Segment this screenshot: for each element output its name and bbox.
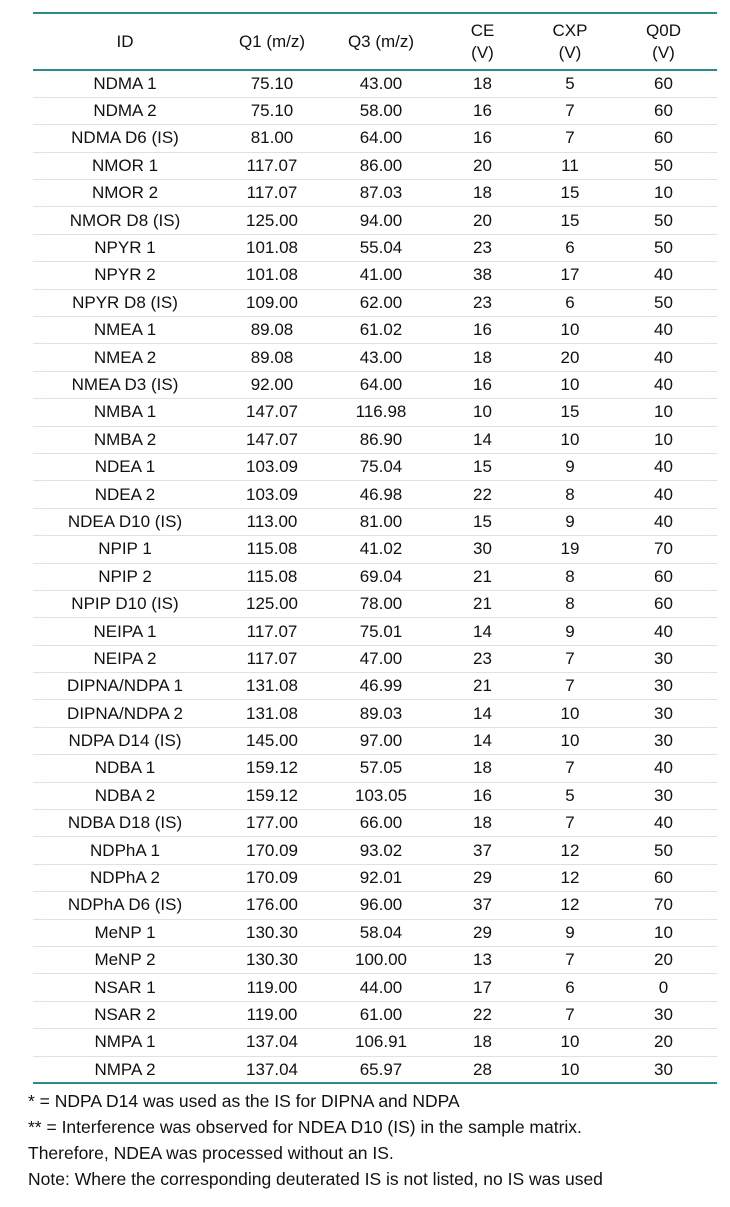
cell-cxp: 7 bbox=[530, 125, 610, 152]
cell-cxp: 7 bbox=[530, 1001, 610, 1028]
cell-q0d: 60 bbox=[610, 563, 717, 590]
header-cxp-line1: CXP bbox=[552, 20, 588, 40]
cell-id: NDPhA 2 bbox=[33, 864, 217, 891]
table-row bbox=[33, 234, 717, 261]
cell-cxp: 8 bbox=[530, 563, 610, 590]
cell-q1: 125.00 bbox=[217, 590, 327, 617]
cell-q0d: 70 bbox=[610, 536, 717, 563]
header-q0d-line1: Q0D bbox=[646, 20, 681, 40]
cell-id: NSAR 1 bbox=[33, 974, 217, 1001]
header-id: ID bbox=[33, 13, 217, 70]
cell-q3: 64.00 bbox=[327, 371, 435, 398]
cell-id: NPIP D10 (IS) bbox=[33, 590, 217, 617]
cell-q0d: 60 bbox=[610, 70, 717, 97]
cell-q3: 86.90 bbox=[327, 426, 435, 453]
cell-q1: 147.07 bbox=[217, 399, 327, 426]
cell-ce: 38 bbox=[435, 262, 530, 289]
cell-id: DIPNA/NDPA 1 bbox=[33, 673, 217, 700]
cell-cxp: 11 bbox=[530, 152, 610, 179]
cell-id: NMPA 2 bbox=[33, 1056, 217, 1083]
table-row bbox=[33, 810, 717, 837]
table-row bbox=[33, 426, 717, 453]
table-row bbox=[33, 645, 717, 672]
cell-q0d: 40 bbox=[610, 618, 717, 645]
cell-id: NDPhA 1 bbox=[33, 837, 217, 864]
cell-id: NEIPA 2 bbox=[33, 645, 217, 672]
cell-q0d: 20 bbox=[610, 1029, 717, 1056]
cell-q0d: 60 bbox=[610, 97, 717, 124]
cell-q0d: 50 bbox=[610, 837, 717, 864]
cell-cxp: 6 bbox=[530, 234, 610, 261]
mrm-parameters-table bbox=[33, 12, 717, 1084]
cell-q3: 106.91 bbox=[327, 1029, 435, 1056]
cell-cxp: 9 bbox=[530, 919, 610, 946]
cell-id: NDMA 2 bbox=[33, 97, 217, 124]
cell-q1: 117.07 bbox=[217, 152, 327, 179]
table-row bbox=[33, 673, 717, 700]
cell-id: NDPhA D6 (IS) bbox=[33, 892, 217, 919]
cell-q3: 61.02 bbox=[327, 317, 435, 344]
cell-q3: 58.00 bbox=[327, 97, 435, 124]
cell-cxp: 10 bbox=[530, 727, 610, 754]
cell-ce: 16 bbox=[435, 317, 530, 344]
cell-q3: 100.00 bbox=[327, 947, 435, 974]
table-row bbox=[33, 70, 717, 97]
cell-ce: 20 bbox=[435, 207, 530, 234]
cell-q0d: 50 bbox=[610, 289, 717, 316]
cell-cxp: 9 bbox=[530, 508, 610, 535]
cell-ce: 13 bbox=[435, 947, 530, 974]
cell-ce: 20 bbox=[435, 152, 530, 179]
cell-id: NPYR D8 (IS) bbox=[33, 289, 217, 316]
table-row bbox=[33, 864, 717, 891]
cell-q0d: 30 bbox=[610, 645, 717, 672]
cell-cxp: 10 bbox=[530, 426, 610, 453]
cell-cxp: 9 bbox=[530, 618, 610, 645]
cell-cxp: 10 bbox=[530, 1056, 610, 1083]
cell-q0d: 40 bbox=[610, 810, 717, 837]
cell-ce: 15 bbox=[435, 453, 530, 480]
table-row bbox=[33, 1001, 717, 1028]
cell-ce: 29 bbox=[435, 864, 530, 891]
cell-q0d: 10 bbox=[610, 180, 717, 207]
cell-q1: 159.12 bbox=[217, 755, 327, 782]
cell-q3: 61.00 bbox=[327, 1001, 435, 1028]
cell-ce: 22 bbox=[435, 1001, 530, 1028]
cell-ce: 18 bbox=[435, 344, 530, 371]
cell-cxp: 7 bbox=[530, 673, 610, 700]
cell-cxp: 10 bbox=[530, 317, 610, 344]
cell-ce: 30 bbox=[435, 536, 530, 563]
cell-q1: 137.04 bbox=[217, 1029, 327, 1056]
cell-cxp: 10 bbox=[530, 371, 610, 398]
cell-ce: 23 bbox=[435, 234, 530, 261]
cell-cxp: 6 bbox=[530, 974, 610, 1001]
table-row bbox=[33, 152, 717, 179]
cell-q0d: 10 bbox=[610, 399, 717, 426]
cell-q1: 119.00 bbox=[217, 1001, 327, 1028]
cell-q1: 92.00 bbox=[217, 371, 327, 398]
header-q0d bbox=[610, 13, 717, 70]
cell-cxp: 12 bbox=[530, 864, 610, 891]
cell-ce: 18 bbox=[435, 755, 530, 782]
table-row bbox=[33, 919, 717, 946]
cell-ce: 10 bbox=[435, 399, 530, 426]
cell-q1: 115.08 bbox=[217, 536, 327, 563]
cell-id: NMOR 1 bbox=[33, 152, 217, 179]
header-q1: Q1 (m/z) bbox=[217, 13, 327, 70]
cell-q3: 44.00 bbox=[327, 974, 435, 1001]
cell-q0d: 50 bbox=[610, 152, 717, 179]
cell-q0d: 10 bbox=[610, 919, 717, 946]
cell-q0d: 50 bbox=[610, 234, 717, 261]
table-row bbox=[33, 180, 717, 207]
cell-id: NDBA 1 bbox=[33, 755, 217, 782]
cell-ce: 37 bbox=[435, 837, 530, 864]
cell-q1: 117.07 bbox=[217, 618, 327, 645]
cell-ce: 14 bbox=[435, 727, 530, 754]
cell-cxp: 9 bbox=[530, 453, 610, 480]
cell-q3: 41.00 bbox=[327, 262, 435, 289]
cell-cxp: 15 bbox=[530, 180, 610, 207]
cell-ce: 37 bbox=[435, 892, 530, 919]
cell-q3: 64.00 bbox=[327, 125, 435, 152]
cell-q1: 130.30 bbox=[217, 947, 327, 974]
cell-q3: 65.97 bbox=[327, 1056, 435, 1083]
cell-id: NDEA D10 (IS) bbox=[33, 508, 217, 535]
cell-ce: 21 bbox=[435, 563, 530, 590]
cell-q0d: 70 bbox=[610, 892, 717, 919]
cell-q0d: 30 bbox=[610, 782, 717, 809]
cell-id: NDBA D18 (IS) bbox=[33, 810, 217, 837]
cell-id: NDMA D6 (IS) bbox=[33, 125, 217, 152]
cell-ce: 14 bbox=[435, 426, 530, 453]
cell-cxp: 7 bbox=[530, 97, 610, 124]
table-row bbox=[33, 207, 717, 234]
table-row bbox=[33, 1056, 717, 1083]
cell-ce: 22 bbox=[435, 481, 530, 508]
cell-cxp: 7 bbox=[530, 810, 610, 837]
cell-q1: 159.12 bbox=[217, 782, 327, 809]
cell-q3: 89.03 bbox=[327, 700, 435, 727]
cell-q3: 75.04 bbox=[327, 453, 435, 480]
cell-ce: 18 bbox=[435, 180, 530, 207]
cell-id: MeNP 2 bbox=[33, 947, 217, 974]
cell-q1: 109.00 bbox=[217, 289, 327, 316]
cell-q1: 170.09 bbox=[217, 837, 327, 864]
table-body bbox=[33, 70, 717, 1083]
cell-q1: 113.00 bbox=[217, 508, 327, 535]
cell-q0d: 60 bbox=[610, 590, 717, 617]
header-cxp-line2: (V) bbox=[558, 42, 582, 62]
cell-cxp: 19 bbox=[530, 536, 610, 563]
cell-q0d: 40 bbox=[610, 371, 717, 398]
cell-q3: 81.00 bbox=[327, 508, 435, 535]
cell-q1: 115.08 bbox=[217, 563, 327, 590]
cell-cxp: 15 bbox=[530, 399, 610, 426]
cell-q1: 170.09 bbox=[217, 864, 327, 891]
table-row bbox=[33, 837, 717, 864]
cell-q3: 78.00 bbox=[327, 590, 435, 617]
cell-q0d: 30 bbox=[610, 1001, 717, 1028]
cell-q0d: 40 bbox=[610, 508, 717, 535]
table-row bbox=[33, 399, 717, 426]
cell-cxp: 12 bbox=[530, 892, 610, 919]
cell-q3: 93.02 bbox=[327, 837, 435, 864]
cell-q1: 130.30 bbox=[217, 919, 327, 946]
cell-cxp: 6 bbox=[530, 289, 610, 316]
table-row bbox=[33, 782, 717, 809]
cell-q3: 69.04 bbox=[327, 563, 435, 590]
cell-ce: 29 bbox=[435, 919, 530, 946]
table-row bbox=[33, 590, 717, 617]
table-header bbox=[33, 13, 717, 70]
footnote-general-note: Note: Where the corresponding deuterated IS is not listed, no IS was used bbox=[28, 1169, 603, 1189]
cell-ce: 18 bbox=[435, 70, 530, 97]
cell-id: NDEA 1 bbox=[33, 453, 217, 480]
cell-q1: 177.00 bbox=[217, 810, 327, 837]
table-row bbox=[33, 508, 717, 535]
cell-q3: 75.01 bbox=[327, 618, 435, 645]
cell-ce: 16 bbox=[435, 97, 530, 124]
cell-q1: 75.10 bbox=[217, 97, 327, 124]
cell-q1: 137.04 bbox=[217, 1056, 327, 1083]
cell-q1: 131.08 bbox=[217, 700, 327, 727]
cell-cxp: 17 bbox=[530, 262, 610, 289]
cell-q3: 94.00 bbox=[327, 207, 435, 234]
cell-q0d: 30 bbox=[610, 1056, 717, 1083]
cell-q0d: 30 bbox=[610, 727, 717, 754]
table-footnotes bbox=[28, 1088, 718, 1192]
cell-q1: 119.00 bbox=[217, 974, 327, 1001]
header-q0d-line2: (V) bbox=[652, 42, 675, 62]
cell-cxp: 15 bbox=[530, 207, 610, 234]
cell-id: NMOR D8 (IS) bbox=[33, 207, 217, 234]
cell-ce: 18 bbox=[435, 810, 530, 837]
header-ce bbox=[435, 13, 530, 70]
cell-id: NMBA 1 bbox=[33, 399, 217, 426]
footnote-interference: ** = Interference was observed for NDEA D10 (IS) in the sample matrix. bbox=[28, 1117, 582, 1137]
cell-q3: 43.00 bbox=[327, 344, 435, 371]
table-row bbox=[33, 892, 717, 919]
cell-q3: 62.00 bbox=[327, 289, 435, 316]
cell-q3: 47.00 bbox=[327, 645, 435, 672]
cell-q0d: 40 bbox=[610, 755, 717, 782]
cell-q1: 81.00 bbox=[217, 125, 327, 152]
cell-q0d: 20 bbox=[610, 947, 717, 974]
cell-id: NMEA 1 bbox=[33, 317, 217, 344]
table-row bbox=[33, 481, 717, 508]
cell-ce: 21 bbox=[435, 673, 530, 700]
cell-q0d: 60 bbox=[610, 864, 717, 891]
cell-cxp: 5 bbox=[530, 70, 610, 97]
cell-q1: 117.07 bbox=[217, 645, 327, 672]
footnote-is-substitution: * = NDPA D14 was used as the IS for DIPNA and NDPA bbox=[28, 1091, 460, 1111]
table-row bbox=[33, 371, 717, 398]
cell-id: NSAR 2 bbox=[33, 1001, 217, 1028]
cell-q1: 131.08 bbox=[217, 673, 327, 700]
cell-q3: 41.02 bbox=[327, 536, 435, 563]
cell-q1: 103.09 bbox=[217, 453, 327, 480]
header-cxp bbox=[530, 13, 610, 70]
table-row bbox=[33, 974, 717, 1001]
cell-q1: 117.07 bbox=[217, 180, 327, 207]
cell-cxp: 20 bbox=[530, 344, 610, 371]
cell-q3: 58.04 bbox=[327, 919, 435, 946]
cell-q0d: 50 bbox=[610, 207, 717, 234]
cell-q0d: 40 bbox=[610, 481, 717, 508]
cell-q0d: 40 bbox=[610, 317, 717, 344]
cell-ce: 15 bbox=[435, 508, 530, 535]
cell-cxp: 10 bbox=[530, 1029, 610, 1056]
cell-ce: 28 bbox=[435, 1056, 530, 1083]
cell-q3: 43.00 bbox=[327, 70, 435, 97]
cell-ce: 14 bbox=[435, 618, 530, 645]
cell-ce: 16 bbox=[435, 782, 530, 809]
table-row bbox=[33, 947, 717, 974]
cell-q3: 97.00 bbox=[327, 727, 435, 754]
cell-q3: 57.05 bbox=[327, 755, 435, 782]
cell-id: NMPA 1 bbox=[33, 1029, 217, 1056]
cell-id: NMEA D3 (IS) bbox=[33, 371, 217, 398]
table-row bbox=[33, 727, 717, 754]
cell-id: NPIP 1 bbox=[33, 536, 217, 563]
cell-q1: 145.00 bbox=[217, 727, 327, 754]
cell-q0d: 40 bbox=[610, 344, 717, 371]
cell-q3: 46.98 bbox=[327, 481, 435, 508]
footnote-interference-continued: Therefore, NDEA was processed without an IS. bbox=[28, 1143, 394, 1163]
table-row bbox=[33, 289, 717, 316]
cell-q1: 147.07 bbox=[217, 426, 327, 453]
cell-cxp: 8 bbox=[530, 590, 610, 617]
cell-q0d: 40 bbox=[610, 453, 717, 480]
cell-q3: 55.04 bbox=[327, 234, 435, 261]
table-row bbox=[33, 700, 717, 727]
cell-cxp: 10 bbox=[530, 700, 610, 727]
cell-ce: 21 bbox=[435, 590, 530, 617]
cell-q3: 103.05 bbox=[327, 782, 435, 809]
cell-q3: 116.98 bbox=[327, 399, 435, 426]
cell-q1: 89.08 bbox=[217, 344, 327, 371]
cell-q3: 96.00 bbox=[327, 892, 435, 919]
header-row bbox=[33, 13, 717, 70]
cell-q1: 125.00 bbox=[217, 207, 327, 234]
cell-q3: 86.00 bbox=[327, 152, 435, 179]
header-ce-line1: CE bbox=[470, 20, 495, 40]
cell-cxp: 7 bbox=[530, 947, 610, 974]
cell-q0d: 30 bbox=[610, 673, 717, 700]
cell-id: NMBA 2 bbox=[33, 426, 217, 453]
cell-q0d: 0 bbox=[610, 974, 717, 1001]
cell-ce: 18 bbox=[435, 1029, 530, 1056]
cell-q0d: 60 bbox=[610, 125, 717, 152]
table-row bbox=[33, 453, 717, 480]
table-row bbox=[33, 125, 717, 152]
cell-cxp: 7 bbox=[530, 755, 610, 782]
table-row bbox=[33, 563, 717, 590]
table-row bbox=[33, 262, 717, 289]
table-row bbox=[33, 317, 717, 344]
cell-ce: 23 bbox=[435, 289, 530, 316]
cell-id: NMOR 2 bbox=[33, 180, 217, 207]
cell-q3: 46.99 bbox=[327, 673, 435, 700]
cell-id: NDBA 2 bbox=[33, 782, 217, 809]
cell-q1: 101.08 bbox=[217, 262, 327, 289]
cell-q3: 92.01 bbox=[327, 864, 435, 891]
cell-id: NPYR 1 bbox=[33, 234, 217, 261]
cell-q3: 66.00 bbox=[327, 810, 435, 837]
cell-q1: 176.00 bbox=[217, 892, 327, 919]
cell-q0d: 40 bbox=[610, 262, 717, 289]
cell-id: NMEA 2 bbox=[33, 344, 217, 371]
table-row bbox=[33, 618, 717, 645]
cell-q3: 87.03 bbox=[327, 180, 435, 207]
cell-id: NDEA 2 bbox=[33, 481, 217, 508]
cell-ce: 23 bbox=[435, 645, 530, 672]
cell-id: NEIPA 1 bbox=[33, 618, 217, 645]
cell-q0d: 10 bbox=[610, 426, 717, 453]
table-row bbox=[33, 344, 717, 371]
cell-ce: 14 bbox=[435, 700, 530, 727]
cell-q0d: 30 bbox=[610, 700, 717, 727]
cell-id: NDMA 1 bbox=[33, 70, 217, 97]
cell-ce: 17 bbox=[435, 974, 530, 1001]
header-q3: Q3 (m/z) bbox=[327, 13, 435, 70]
table-row bbox=[33, 536, 717, 563]
table-row bbox=[33, 755, 717, 782]
cell-cxp: 5 bbox=[530, 782, 610, 809]
cell-cxp: 12 bbox=[530, 837, 610, 864]
cell-ce: 16 bbox=[435, 125, 530, 152]
cell-cxp: 7 bbox=[530, 645, 610, 672]
cell-q1: 101.08 bbox=[217, 234, 327, 261]
cell-q1: 103.09 bbox=[217, 481, 327, 508]
cell-id: MeNP 1 bbox=[33, 919, 217, 946]
cell-id: NPIP 2 bbox=[33, 563, 217, 590]
cell-id: NDPA D14 (IS) bbox=[33, 727, 217, 754]
cell-cxp: 8 bbox=[530, 481, 610, 508]
cell-q1: 75.10 bbox=[217, 70, 327, 97]
table-row bbox=[33, 97, 717, 124]
cell-q1: 89.08 bbox=[217, 317, 327, 344]
cell-id: DIPNA/NDPA 2 bbox=[33, 700, 217, 727]
cell-ce: 16 bbox=[435, 371, 530, 398]
table-row bbox=[33, 1029, 717, 1056]
mrm-parameters-table-container bbox=[33, 12, 717, 1084]
cell-id: NPYR 2 bbox=[33, 262, 217, 289]
header-ce-line2: (V) bbox=[471, 42, 494, 62]
